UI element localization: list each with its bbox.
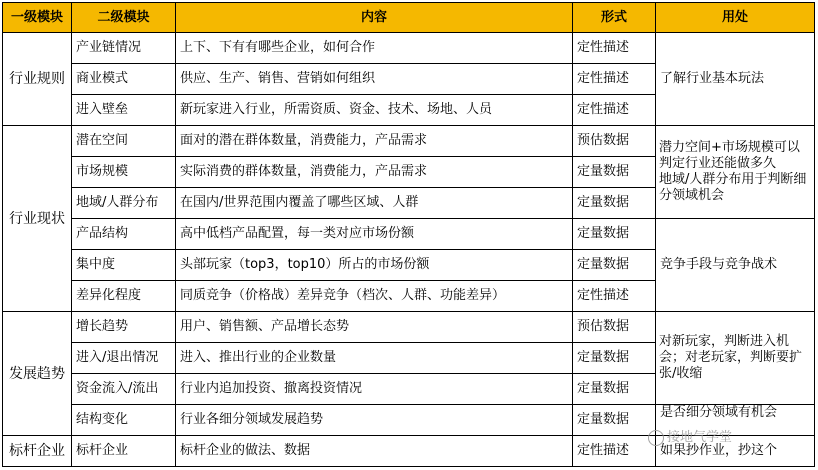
use-cell xyxy=(656,126,815,219)
content-cell: 高中低档产品配置，每一类对应市场份额 xyxy=(176,219,573,250)
use-text: 地域/人群分布用于判断细分领域机会 xyxy=(659,172,807,203)
header-use: 用处 xyxy=(656,3,815,33)
form-cell: 定量数据 xyxy=(573,157,656,188)
form-cell: 定性描述 xyxy=(573,281,656,312)
header-form: 形式 xyxy=(573,3,656,33)
level2-cell: 差异化程度 xyxy=(72,281,176,312)
table-row xyxy=(3,126,815,157)
content-cell: 在国内/世界范围内覆盖了哪些区域、人群 xyxy=(176,188,573,219)
header-level1-module: 一级模块 xyxy=(3,3,72,33)
use-cell: 对新玩家，判断进入机会；对老玩家，判断要扩张/收缩 xyxy=(656,312,815,405)
level2-cell: 结构变化 xyxy=(72,405,176,436)
use-cell: 竞争手段与竞争战术 xyxy=(656,219,815,312)
table-header-row xyxy=(3,3,815,33)
form-cell: 定量数据 xyxy=(573,343,656,374)
content-cell: 同质竞争（价格战）差异竞争（档次、人群、功能差异） xyxy=(176,281,573,312)
form-cell: 定量数据 xyxy=(573,374,656,405)
content-cell: 上下、下有有哪些企业，如何合作 xyxy=(176,33,573,64)
group-development-trend: 发展趋势 xyxy=(3,312,72,436)
level2-cell: 产品结构 xyxy=(72,219,176,250)
content-cell: 面对的潜在群体数量，消费能力，产品需求 xyxy=(176,126,573,157)
form-cell: 定量数据 xyxy=(573,188,656,219)
table-row xyxy=(3,33,815,64)
watermark xyxy=(648,426,732,446)
form-cell: 定量数据 xyxy=(573,250,656,281)
header-level2-module: 二级模块 xyxy=(72,3,176,33)
table-row xyxy=(3,219,815,250)
group-benchmark-company: 标杆企业 xyxy=(3,436,72,467)
wechat-icon xyxy=(648,430,664,446)
content-cell: 实际消费的群体数量，消费能力，产品需求 xyxy=(176,157,573,188)
use-text: 潜力空间+市场规模可以判定行业还能做多久 xyxy=(659,140,800,171)
content-cell: 用户、销售额、产品增长态势 xyxy=(176,312,573,343)
level2-cell: 资金流入/流出 xyxy=(72,374,176,405)
use-cell: 了解行业基本玩法 xyxy=(656,33,815,126)
form-cell: 定性描述 xyxy=(573,436,656,467)
form-cell: 预估数据 xyxy=(573,312,656,343)
content-cell: 进入、推出行业的企业数量 xyxy=(176,343,573,374)
content-cell: 行业各细分领域发展趋势 xyxy=(176,405,573,436)
form-cell: 预估数据 xyxy=(573,126,656,157)
content-cell: 头部玩家（top3，top10）所占的市场份额 xyxy=(176,250,573,281)
header-content: 内容 xyxy=(176,3,573,33)
level2-cell: 集中度 xyxy=(72,250,176,281)
industry-analysis-table xyxy=(2,2,815,467)
group-industry-status: 行业现状 xyxy=(3,126,72,312)
group-industry-rules: 行业规则 xyxy=(3,33,72,126)
content-cell: 供应、生产、销售、营销如何组织 xyxy=(176,64,573,95)
content-cell: 标杆企业的做法、数据 xyxy=(176,436,573,467)
form-cell: 定性描述 xyxy=(573,33,656,64)
level2-cell: 市场规模 xyxy=(72,157,176,188)
form-cell: 定量数据 xyxy=(573,219,656,250)
table-row xyxy=(3,312,815,343)
form-cell: 定量数据 xyxy=(573,405,656,436)
level2-cell: 产业链情况 xyxy=(72,33,176,64)
form-cell: 定性描述 xyxy=(573,95,656,126)
level2-cell: 增长趋势 xyxy=(72,312,176,343)
level2-cell: 进入壁垒 xyxy=(72,95,176,126)
content-cell: 行业内追加投资、撤离投资情况 xyxy=(176,374,573,405)
level2-cell: 标杆企业 xyxy=(72,436,176,467)
content-cell: 新玩家进入行业，所需资质、资金、技术、场地、人员 xyxy=(176,95,573,126)
level2-cell: 地域/人群分布 xyxy=(72,188,176,219)
form-cell: 定性描述 xyxy=(573,64,656,95)
watermark-text: 接地气学堂 xyxy=(667,430,733,445)
use-cell: 如果抄作业，抄这个 xyxy=(656,436,815,467)
use-cell: 是否细分领域有机会 xyxy=(656,405,815,436)
level2-cell: 潜在空间 xyxy=(72,126,176,157)
level2-cell: 进入/退出情况 xyxy=(72,343,176,374)
level2-cell: 商业模式 xyxy=(72,64,176,95)
